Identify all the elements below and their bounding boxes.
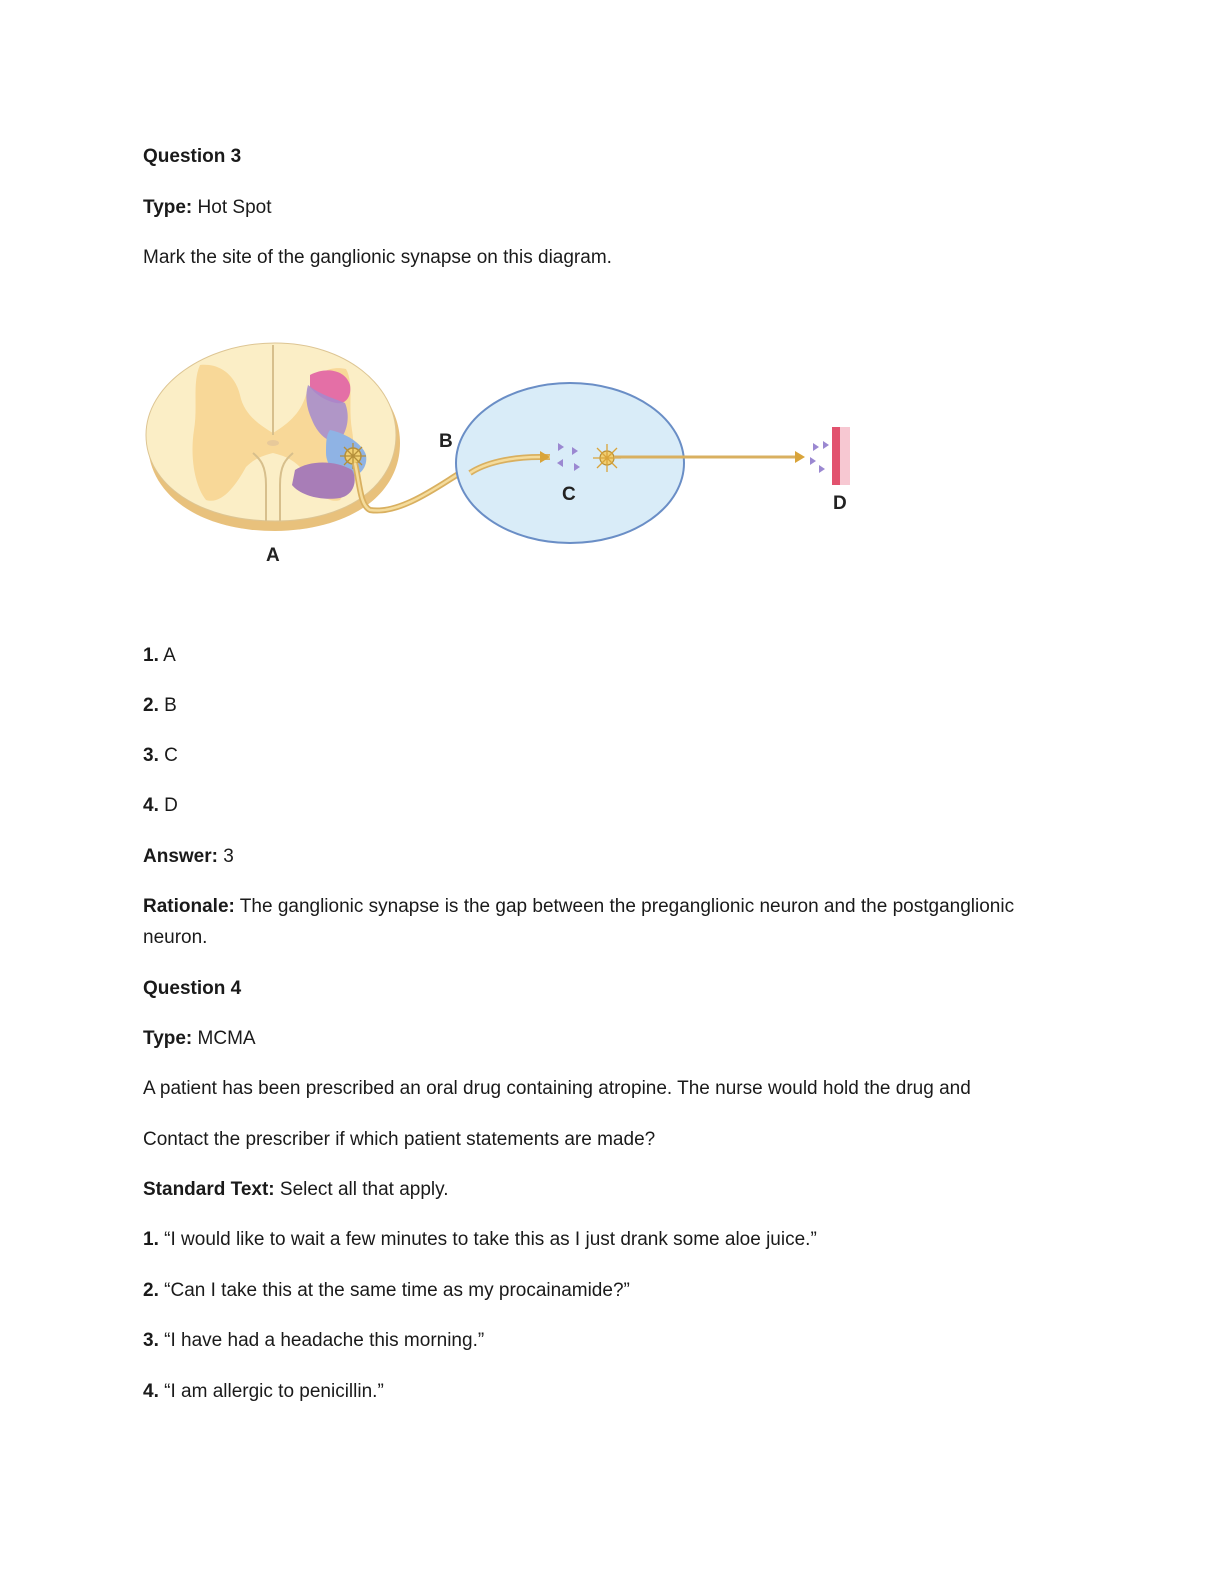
question-3-title: Question 3 [143, 146, 242, 167]
question-4-title: Question 4 [143, 978, 242, 999]
q4-option-1[interactable]: 1. “I would like to wait a few minutes to take this as I just drank some aloe juice.” [143, 1229, 817, 1250]
question-4-prompt-line-2: Contact the prescriber if which patient statements are made? [143, 1129, 656, 1150]
target-effector[interactable] [832, 427, 840, 485]
question-3-prompt: Mark the site of the ganglionic synapse on this diagram. [143, 247, 612, 268]
effector-neurotransmitters [810, 441, 829, 473]
question-4-prompt-line-1: A patient has been prescribed an oral drug containing atropine. The nurse would hold the drug and [143, 1078, 971, 1099]
question-4-type: Type: MCMA [143, 1028, 256, 1049]
q4-option-3[interactable]: 3. “I have had a headache this morning.” [143, 1330, 485, 1351]
diagram-label-d[interactable]: D [833, 493, 847, 514]
diagram-label-a[interactable]: A [266, 545, 280, 566]
diagram-label-c[interactable]: C [562, 484, 576, 505]
diagram-label-b[interactable]: B [439, 431, 453, 452]
autonomic-pathway-diagram[interactable] [140, 335, 880, 575]
q4-option-4[interactable]: 4. “I am allergic to penicillin.” [143, 1381, 384, 1402]
question-3-type: Type: Hot Spot [143, 197, 272, 218]
q3-answer: Answer: 3 [143, 846, 234, 867]
question-4-standard-text: Standard Text: Select all that apply. [143, 1179, 449, 1200]
q3-option-1[interactable]: 1. A [143, 645, 176, 666]
q3-option-3[interactable]: 3. C [143, 745, 178, 766]
q3-option-2[interactable]: 2. B [143, 695, 177, 716]
q4-option-2[interactable]: 2. “Can I take this at the same time as my procainamide?” [143, 1280, 630, 1301]
q3-rationale: Rationale: The ganglionic synapse is the gap between the preganglionic neuron and the postganglionic neuron. [143, 896, 1015, 948]
q3-option-4[interactable]: 4. D [143, 795, 178, 816]
